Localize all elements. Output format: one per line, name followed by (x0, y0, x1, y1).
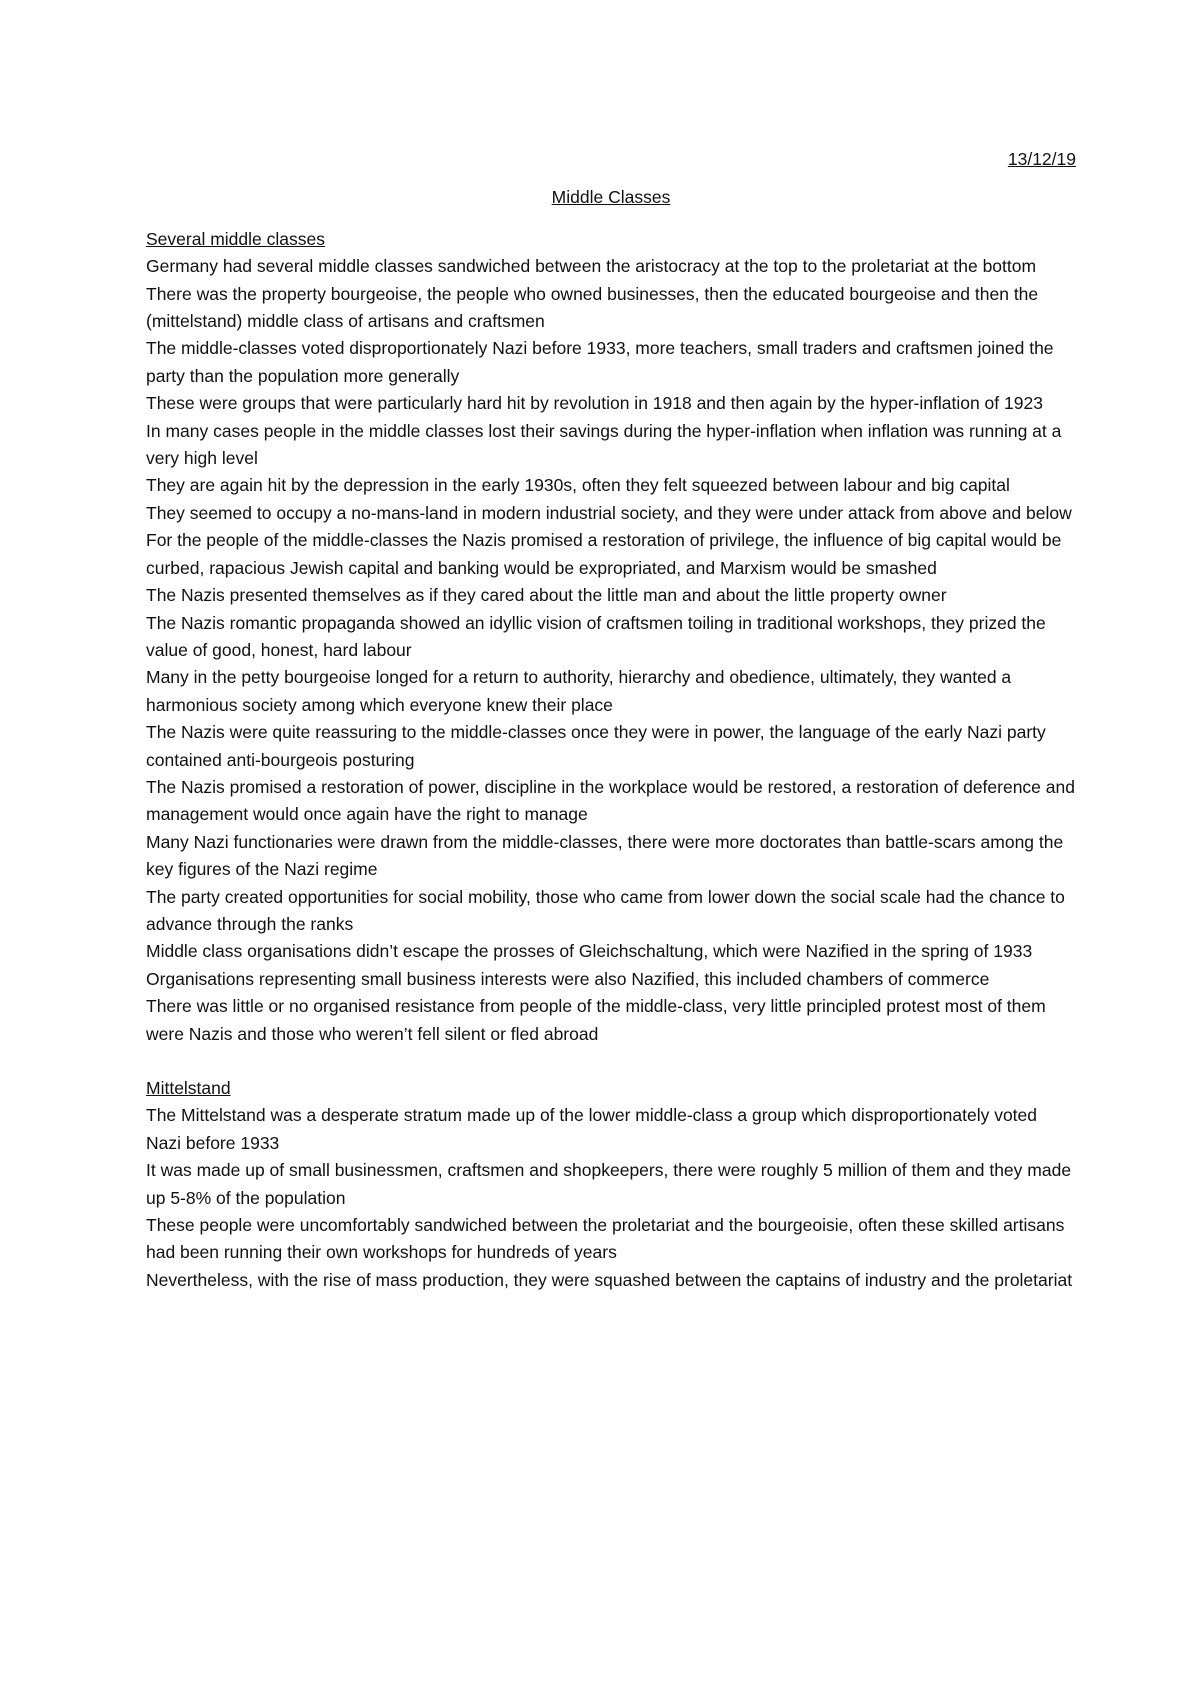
document-title: Middle Classes (551, 187, 671, 208)
paragraph: Organisations representing small business interests were also Nazified, this included chambers of commerce (146, 968, 990, 989)
paragraph: There was little or no organised resistance from people of the middle-class, very little principled protest most of them were Nazis and those who weren’t fell silent or fled abroad (146, 996, 1046, 1044)
section-heading: Mittelstand (146, 1078, 231, 1098)
section-mittelstand (146, 1075, 1076, 1294)
paragraph: These were groups that were particularly hard hit by revolution in 1918 and then again by the hyper-inflation of 1923 (146, 393, 1043, 414)
paragraph: The Nazis romantic propaganda showed an idyllic vision of craftsmen toiling in traditional workshops, they prized the value of good, honest, hard labour (146, 612, 1046, 660)
paragraph: These people were uncomfortably sandwiched between the proletariat and the bourgeoisie, often these skilled artisans had been running their own workshops for hundreds of years (146, 1215, 1065, 1263)
document-date: 13/12/19 (1007, 149, 1076, 169)
paragraph: The Nazis presented themselves as if they cared about the little man and about the little property owner (146, 585, 947, 606)
paragraph: Many Nazi functionaries were drawn from the middle-classes, there were more doctorates than battle-scars among the key figures of the Nazi regime (146, 831, 1064, 880)
section-heading: Several middle classes (146, 228, 325, 249)
paragraph: For the people of the middle-classes the Nazis promised a restoration of privilege, the influence of big capital would be curbed, rapacious Jewish capital and banking would be expropriated, and Marxism would be smashed (146, 530, 1062, 578)
document-body (146, 146, 1076, 1294)
section-several-middle-classes (146, 226, 1076, 1048)
paragraph: The middle-classes voted disproportionately Nazi before 1933, more teachers, small traders and craftsmen joined the party than the population more generally (146, 338, 1054, 386)
paragraph: The Mittelstand was a desperate stratum made up of the lower middle-class a group which disproportionately voted Nazi before 1933 (146, 1105, 1038, 1153)
paragraph: Middle class organisations didn’t escape the prosses of Gleichschaltung, which were Nazified in the spring of 1933 (146, 941, 1033, 962)
paragraph: The Nazis promised a restoration of power, discipline in the workplace would be restored, a restoration of deference and management would once again have the right to manage (146, 776, 1075, 825)
paragraph: The party created opportunities for social mobility, those who came from lower down the social scale had the chance to advance through the ranks (146, 886, 1065, 934)
paragraph: Germany had several middle classes sandwiched between the aristocracy at the top to the proletariat at the bottom (146, 256, 1037, 277)
paragraph: They are again hit by the depression in the early 1930s, often they felt squeezed between labour and big capital (146, 475, 1010, 496)
paragraph: There was the property bourgeoise, the people who owned businesses, then the educated bourgeoise and then the (mittelstand) middle class of artisans and craftsmen (146, 283, 1039, 332)
paragraph: Many in the petty bourgeoise longed for a return to authority, hierarchy and obedience, ultimately, they wanted a harmonious society among which everyone knew their place (146, 667, 1012, 715)
paragraph: In many cases people in the middle classes lost their savings during the hyper-inflation when inflation was running at a very high level (146, 420, 1062, 469)
paragraph: Nevertheless, with the rise of mass production, they were squashed between the captains of industry and the proletariat (146, 1269, 1073, 1290)
paragraph: They seemed to occupy a no-mans-land in modern industrial society, and they were under attack from above and below (146, 502, 1072, 523)
paragraph: The Nazis were quite reassuring to the middle-classes once they were in power, the language of the early Nazi party contained anti-bourgeois posturing (146, 722, 1046, 770)
paragraph: It was made up of small businessmen, craftsmen and shopkeepers, there were roughly 5 million of them and they made up 5-8% of the population (146, 1160, 1072, 1208)
